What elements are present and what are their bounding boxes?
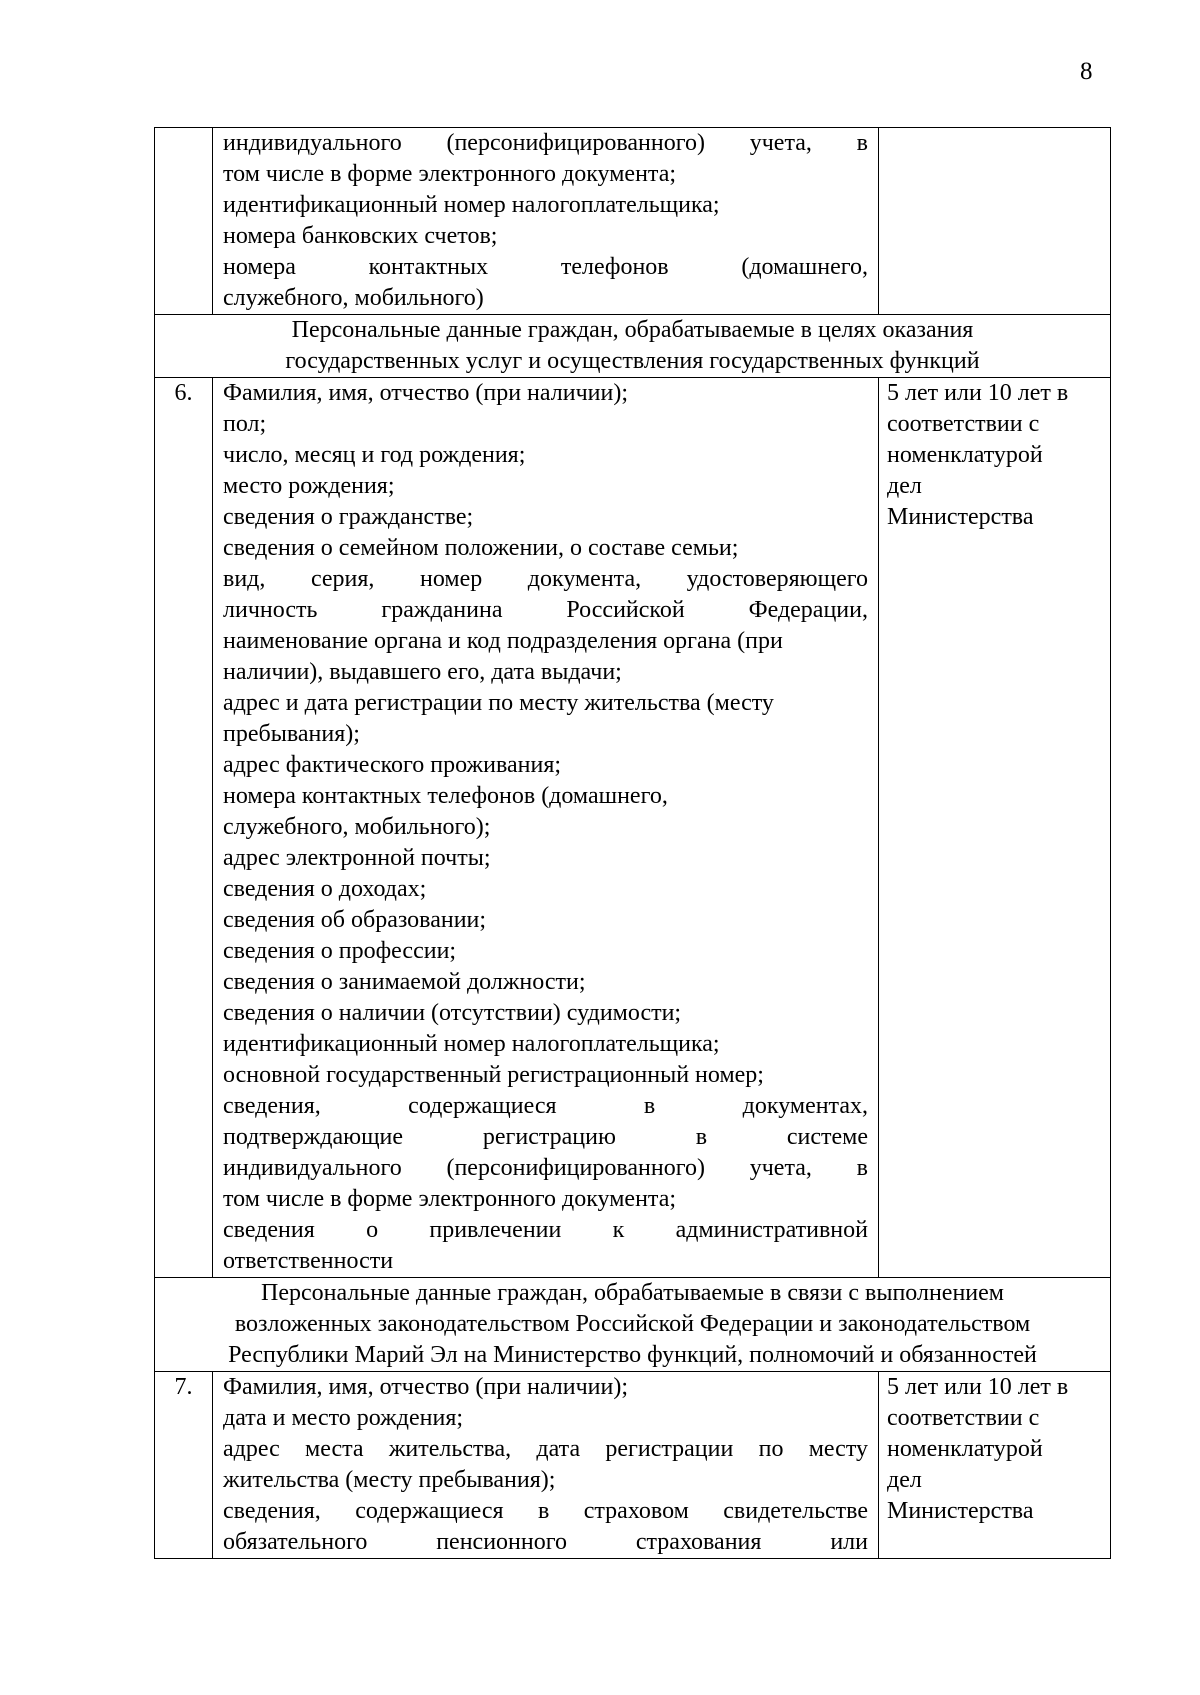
list-line: обязательного пенсионного страхования или	[223, 1529, 868, 1555]
list-line: дата и место рождения;	[223, 1405, 464, 1431]
list-line: сведения о привлечении к административной	[223, 1217, 868, 1243]
list-line: адрес электронной почты;	[223, 845, 491, 871]
retention-term-line: соответствии с	[887, 411, 1040, 437]
retention-term-line: Министерства	[887, 504, 1034, 530]
list-line: сведения о профессии;	[223, 938, 457, 964]
list-line: жительства (месту пребывания);	[223, 1467, 556, 1493]
list-line: место рождения;	[223, 473, 395, 499]
retention-term-line: соответствии с	[887, 1405, 1040, 1431]
retention-term-line: номенклатурой	[887, 442, 1043, 468]
row-number-cell	[155, 128, 213, 315]
list-line: пребывания);	[223, 721, 360, 747]
page-number: 8	[1080, 58, 1093, 85]
section-heading-row	[155, 1278, 1111, 1372]
section-heading-line: Персональные данные граждан, обрабатываемые в целях оказания	[291, 317, 974, 343]
list-line: подтверждающие регистрацию в системе	[223, 1124, 868, 1150]
section-heading-line: Персональные данные граждан, обрабатываемые в связи с выполнением	[260, 1280, 1004, 1306]
list-line: идентификационный номер налогоплательщика;	[223, 192, 720, 218]
list-line: служебного, мобильного);	[223, 814, 491, 840]
list-line: личность гражданина Российской Федерации,	[223, 597, 868, 623]
list-line: Фамилия, имя, отчество (при наличии);	[223, 1374, 628, 1400]
section-heading-line: Республики Марий Эл на Министерство функций, полномочий и обязанностей	[228, 1342, 1037, 1368]
list-line: Фамилия, имя, отчество (при наличии);	[223, 380, 628, 406]
list-line: наличии), выдавшего его, дата выдачи;	[223, 659, 622, 685]
list-line: индивидуального (персонифицированного) учета, в	[223, 130, 868, 156]
list-line: сведения о доходах;	[223, 876, 427, 902]
section-heading-line: возложенных законодательством Российской Федерации и законодательством	[234, 1311, 1031, 1337]
section-heading-line: государственных услуг и осуществления государственных функций	[285, 348, 980, 374]
list-line: число, месяц и год рождения;	[223, 442, 526, 468]
list-line: номера контактных телефонов (домашнего,	[223, 783, 668, 809]
list-line: вид, серия, номер документа, удостоверяющего	[223, 566, 868, 592]
list-line: основной государственный регистрационный номер;	[223, 1062, 764, 1088]
list-line: сведения об образовании;	[223, 907, 487, 933]
list-line: служебного, мобильного)	[223, 285, 484, 311]
retention-term-line: дел	[887, 473, 922, 499]
list-line: сведения, содержащиеся в страховом свидетельстве	[223, 1498, 868, 1524]
list-line: сведения о гражданстве;	[223, 504, 474, 530]
data-list-cell	[213, 1372, 879, 1559]
list-line: сведения о занимаемой должности;	[223, 969, 586, 995]
list-line: том числе в форме электронного документа;	[223, 1186, 677, 1212]
section-heading	[155, 315, 1111, 378]
data-list-cell	[213, 378, 879, 1278]
list-line: адрес фактического проживания;	[223, 752, 562, 778]
row-number: 7.	[155, 1372, 213, 1559]
list-line: номера контактных телефонов (домашнего,	[223, 254, 868, 280]
retention-term-line: дел	[887, 1467, 922, 1493]
list-line: адрес места жительства, дата регистрации по месту	[223, 1436, 868, 1462]
list-line: сведения, содержащиеся в документах,	[223, 1093, 868, 1119]
list-line: том числе в форме электронного документа;	[223, 161, 677, 187]
list-line: адрес и дата регистрации по месту жительства (месту	[223, 690, 774, 716]
list-line: ответственности	[223, 1248, 394, 1274]
list-line: сведения о семейном положении, о составе семьи;	[223, 535, 739, 561]
table-row-7	[155, 1372, 1111, 1559]
table-row-6	[155, 378, 1111, 1278]
list-line: сведения о наличии (отсутствии) судимости;	[223, 1000, 682, 1026]
retention-term-line: 5 лет или 10 лет в	[887, 1374, 1069, 1400]
retention-term-line: Министерства	[887, 1498, 1034, 1524]
list-line: индивидуального (персонифицированного) учета, в	[223, 1155, 868, 1181]
section-heading	[155, 1278, 1111, 1372]
list-line: наименование органа и код подразделения органа (при	[223, 628, 783, 654]
personal-data-table	[154, 127, 1111, 1559]
retention-term-cell	[879, 1372, 1111, 1559]
list-line: номера банковских счетов;	[223, 223, 498, 249]
list-line: пол;	[223, 411, 267, 437]
data-list-cell	[213, 128, 879, 315]
list-line: идентификационный номер налогоплательщика;	[223, 1031, 720, 1057]
retention-term-line: 5 лет или 10 лет в	[887, 380, 1069, 406]
retention-term-line: номенклатурой	[887, 1436, 1043, 1462]
row-number: 6.	[155, 378, 213, 1278]
retention-term-cell	[879, 378, 1111, 1278]
retention-term-cell	[879, 128, 1111, 315]
section-heading-row	[155, 315, 1111, 378]
table-row-continuation	[155, 128, 1111, 315]
